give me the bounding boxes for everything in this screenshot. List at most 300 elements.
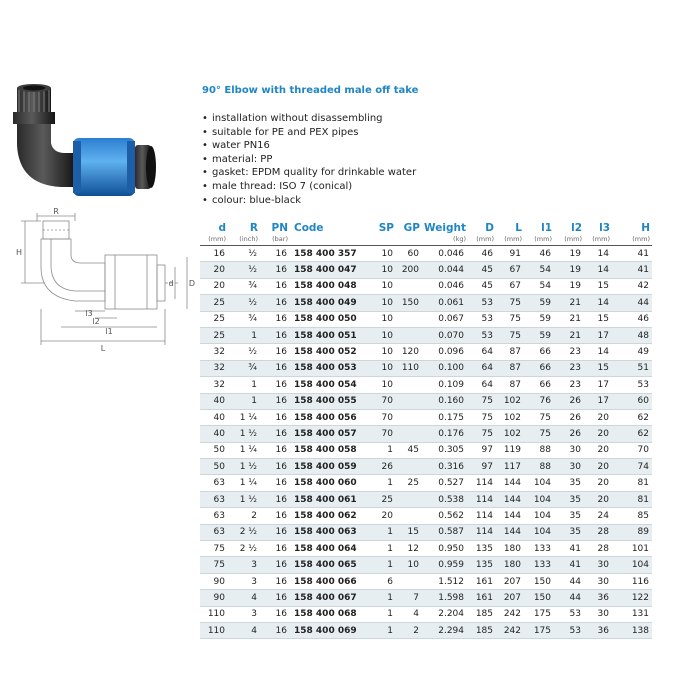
cell-sp: 1 [368,524,396,540]
cell-d: 25 [200,311,228,327]
column-header-l2: l2 [571,222,582,234]
dim-l2-label: l2 [92,317,100,326]
cell-L: 102 [496,409,524,425]
cell-pn: 16 [260,606,290,622]
cell-code: 158 400 063 [290,524,368,540]
column-unit-l2: (mm) [554,234,584,246]
cell-l1: 150 [524,573,554,589]
cell-sp: 1 [368,590,396,606]
cell-D: 114 [468,524,496,540]
cell-D: 185 [468,622,496,638]
cell-l3: 20 [584,426,612,442]
cell-pn: 16 [260,557,290,573]
cell-sp: 10 [368,327,396,343]
cell-l2: 23 [554,360,584,376]
cell-l1: 54 [524,262,554,278]
cell-r: 4 [228,622,260,638]
cell-l3: 14 [584,246,612,262]
cell-code: 158 400 047 [290,262,368,278]
cell-l1: 46 [524,246,554,262]
cell-code: 158 400 058 [290,442,368,458]
cell-weight: 0.100 [422,360,468,376]
table-row [200,377,652,393]
cell-L: 242 [496,622,524,638]
cell-L: 87 [496,360,524,376]
cell-gp [396,409,422,425]
cell-pn: 16 [260,393,290,409]
cell-gp: 2 [396,622,422,638]
cell-weight: 0.109 [422,377,468,393]
cell-l1: 88 [524,459,554,475]
cell-sp: 6 [368,573,396,589]
cell-gp: 25 [396,475,422,491]
table-row [200,622,652,638]
cell-l1: 104 [524,524,554,540]
cell-H: 101 [612,541,652,557]
cell-code: 158 400 052 [290,344,368,360]
cell-H: 42 [612,278,652,294]
cell-H: 49 [612,344,652,360]
cell-l2: 26 [554,426,584,442]
cell-H: 131 [612,606,652,622]
cell-code: 158 400 053 [290,360,368,376]
feature-item: • water PN16 [202,139,416,153]
cell-weight: 0.067 [422,311,468,327]
cell-l2: 26 [554,409,584,425]
cell-L: 144 [496,508,524,524]
cell-l1: 66 [524,360,554,376]
cell-code: 158 400 049 [290,295,368,311]
dim-D-label: D [188,279,196,288]
cell-pn: 16 [260,491,290,507]
cell-sp: 20 [368,508,396,524]
cell-l1: 150 [524,590,554,606]
feature-item: • gasket: EPDM quality for drinkable water [202,166,416,180]
cell-pn: 16 [260,524,290,540]
cell-D: 53 [468,327,496,343]
table-row [200,311,652,327]
feature-item: • male thread: ISO 7 (conical) [202,180,416,194]
cell-d: 25 [200,327,228,343]
cell-gp: 200 [396,262,422,278]
cell-l2: 41 [554,557,584,573]
cell-l1: 104 [524,491,554,507]
column-header-gp: GP [403,222,420,234]
cell-weight: 0.959 [422,557,468,573]
cell-D: 45 [468,262,496,278]
column-unit-H: (mm) [612,234,652,246]
cell-l3: 17 [584,393,612,409]
cell-l2: 19 [554,262,584,278]
table-row [200,409,652,425]
cell-L: 102 [496,426,524,442]
dim-l1-label: l1 [105,327,113,336]
cell-L: 91 [496,246,524,262]
cell-D: 53 [468,311,496,327]
cell-weight: 0.538 [422,491,468,507]
cell-sp: 10 [368,344,396,360]
cell-H: 81 [612,491,652,507]
cell-H: 41 [612,262,652,278]
cell-d: 25 [200,295,228,311]
cell-l1: 133 [524,541,554,557]
cell-d: 90 [200,573,228,589]
cell-sp: 70 [368,426,396,442]
cell-l3: 17 [584,377,612,393]
cell-l2: 41 [554,541,584,557]
cell-weight: 0.562 [422,508,468,524]
dim-d-label: d [168,279,174,288]
cell-code: 158 400 057 [290,426,368,442]
cell-weight: 0.305 [422,442,468,458]
cell-H: 116 [612,573,652,589]
feature-list [202,112,416,207]
cell-gp [396,459,422,475]
cell-d: 63 [200,524,228,540]
cell-d: 63 [200,491,228,507]
cell-sp: 26 [368,459,396,475]
cell-weight: 1.512 [422,573,468,589]
cell-pn: 16 [260,327,290,343]
cell-r: ¾ [228,311,260,327]
cell-l3: 15 [584,278,612,294]
cell-l3: 14 [584,262,612,278]
feature-item: • material: PP [202,153,416,167]
cell-r: 1 [228,393,260,409]
cell-d: 20 [200,278,228,294]
cell-d: 32 [200,344,228,360]
dim-h-label: H [15,248,23,257]
cell-gp [396,393,422,409]
cell-d: 75 [200,557,228,573]
cell-D: 64 [468,344,496,360]
cell-pn: 16 [260,622,290,638]
cell-sp: 10 [368,360,396,376]
technical-drawing [5,205,200,355]
table-row [200,393,652,409]
cell-l2: 35 [554,524,584,540]
table-row [200,262,652,278]
cell-L: 75 [496,311,524,327]
cell-l3: 14 [584,344,612,360]
cell-D: 135 [468,541,496,557]
cell-d: 90 [200,590,228,606]
cell-L: 87 [496,377,524,393]
cell-H: 89 [612,524,652,540]
table-row [200,278,652,294]
cell-pn: 16 [260,475,290,491]
cell-pn: 16 [260,311,290,327]
cell-H: 74 [612,459,652,475]
cell-r: ¾ [228,278,260,294]
cell-l3: 24 [584,508,612,524]
cell-gp: 110 [396,360,422,376]
cell-code: 158 400 048 [290,278,368,294]
cell-weight: 2.294 [422,622,468,638]
table-row [200,360,652,376]
table-row [200,475,652,491]
cell-l2: 19 [554,278,584,294]
cell-weight: 0.316 [422,459,468,475]
cell-L: 75 [496,327,524,343]
cell-gp [396,491,422,507]
cell-d: 32 [200,377,228,393]
cell-D: 114 [468,491,496,507]
cell-H: 81 [612,475,652,491]
cell-l2: 35 [554,475,584,491]
cell-l1: 59 [524,311,554,327]
cell-r: 1 ½ [228,459,260,475]
cell-l3: 15 [584,311,612,327]
dim-L-label: L [100,344,106,353]
table-row [200,491,652,507]
column-header-d: d [218,222,226,234]
cell-weight: 0.096 [422,344,468,360]
cell-r: 2 [228,508,260,524]
cell-l2: 53 [554,622,584,638]
cell-H: 138 [612,622,652,638]
cell-L: 180 [496,541,524,557]
cell-sp: 1 [368,606,396,622]
column-unit-weight: (kg) [422,234,468,246]
cell-code: 158 400 056 [290,409,368,425]
cell-l2: 30 [554,459,584,475]
cell-sp: 10 [368,377,396,393]
cell-l1: 66 [524,344,554,360]
cell-l3: 20 [584,475,612,491]
cell-pn: 16 [260,573,290,589]
cell-l3: 15 [584,360,612,376]
cell-H: 53 [612,377,652,393]
cell-r: ½ [228,344,260,360]
cell-r: 3 [228,557,260,573]
column-unit-sp [368,234,396,246]
cell-L: 67 [496,262,524,278]
cell-pn: 16 [260,409,290,425]
cell-D: 75 [468,409,496,425]
cell-H: 46 [612,311,652,327]
cell-gp: 7 [396,590,422,606]
cell-pn: 16 [260,278,290,294]
cell-l2: 44 [554,573,584,589]
cell-D: 45 [468,278,496,294]
column-unit-code [290,234,368,246]
cell-L: 144 [496,475,524,491]
cell-L: 75 [496,295,524,311]
cell-sp: 10 [368,295,396,311]
cell-weight: 2.204 [422,606,468,622]
cell-H: 62 [612,426,652,442]
cell-D: 114 [468,475,496,491]
cell-l3: 20 [584,409,612,425]
cell-D: 53 [468,295,496,311]
cell-code: 158 400 059 [290,459,368,475]
cell-gp [396,377,422,393]
cell-l1: 66 [524,377,554,393]
cell-D: 46 [468,246,496,262]
cell-sp: 10 [368,262,396,278]
cell-L: 144 [496,524,524,540]
cell-l1: 104 [524,475,554,491]
cell-code: 158 400 068 [290,606,368,622]
cell-gp: 15 [396,524,422,540]
column-header-L: L [515,222,522,234]
cell-pn: 16 [260,295,290,311]
cell-pn: 16 [260,246,290,262]
feature-item: • suitable for PE and PEX pipes [202,126,416,140]
cell-H: 104 [612,557,652,573]
cell-pn: 16 [260,508,290,524]
cell-H: 85 [612,508,652,524]
cell-d: 110 [200,606,228,622]
cell-r: 1 [228,377,260,393]
cell-code: 158 400 055 [290,393,368,409]
cell-d: 40 [200,426,228,442]
cell-pn: 16 [260,541,290,557]
cell-sp: 1 [368,442,396,458]
cell-l2: 23 [554,377,584,393]
cell-D: 97 [468,459,496,475]
cell-gp [396,327,422,343]
cell-weight: 0.176 [422,426,468,442]
cell-l2: 21 [554,311,584,327]
cell-l2: 19 [554,246,584,262]
cell-sp: 1 [368,622,396,638]
cell-r: 2 ½ [228,541,260,557]
table-row [200,606,652,622]
cell-l1: 175 [524,606,554,622]
cell-r: 3 [228,573,260,589]
table-row [200,442,652,458]
product-photo [5,75,195,205]
cell-pn: 16 [260,590,290,606]
table-row [200,508,652,524]
cell-code: 158 400 066 [290,573,368,589]
cell-D: 64 [468,360,496,376]
cell-l2: 23 [554,344,584,360]
cell-gp: 150 [396,295,422,311]
table-row [200,557,652,573]
column-unit-L: (mm) [496,234,524,246]
cell-r: 1 ¼ [228,409,260,425]
cell-r: 1 ½ [228,491,260,507]
cell-l1: 75 [524,426,554,442]
cell-weight: 0.587 [422,524,468,540]
cell-weight: 0.046 [422,246,468,262]
cell-H: 44 [612,295,652,311]
cell-weight: 0.044 [422,262,468,278]
cell-r: 4 [228,590,260,606]
table-row [200,459,652,475]
cell-H: 60 [612,393,652,409]
cell-gp: 12 [396,541,422,557]
cell-gp: 120 [396,344,422,360]
table-row [200,426,652,442]
cell-weight: 0.160 [422,393,468,409]
column-header-pn: PN [271,222,288,234]
cell-l2: 53 [554,606,584,622]
cell-l1: 104 [524,508,554,524]
cell-l1: 59 [524,295,554,311]
cell-r: 3 [228,606,260,622]
cell-H: 48 [612,327,652,343]
cell-H: 70 [612,442,652,458]
cell-l3: 20 [584,459,612,475]
cell-D: 161 [468,573,496,589]
cell-L: 180 [496,557,524,573]
cell-gp: 10 [396,557,422,573]
cell-d: 110 [200,622,228,638]
column-header-r: R [249,222,258,234]
column-unit-l3: (mm) [584,234,612,246]
cell-d: 50 [200,442,228,458]
cell-L: 207 [496,590,524,606]
cell-d: 75 [200,541,228,557]
cell-d: 63 [200,475,228,491]
table-row [200,524,652,540]
cell-gp [396,508,422,524]
table-row [200,295,652,311]
cell-l2: 26 [554,393,584,409]
cell-H: 41 [612,246,652,262]
column-unit-pn: (bar) [260,234,290,246]
cell-weight: 0.175 [422,409,468,425]
cell-r: 1 ½ [228,426,260,442]
cell-pn: 16 [260,426,290,442]
cell-H: 51 [612,360,652,376]
cell-H: 122 [612,590,652,606]
table-row [200,573,652,589]
cell-l3: 28 [584,541,612,557]
cell-r: 1 [228,327,260,343]
cell-sp: 1 [368,541,396,557]
cell-d: 50 [200,459,228,475]
cell-pn: 16 [260,262,290,278]
column-header-weight: Weight [424,222,466,234]
cell-weight: 1.598 [422,590,468,606]
cell-sp: 1 [368,475,396,491]
table-row [200,246,652,262]
cell-sp: 1 [368,557,396,573]
cell-d: 20 [200,262,228,278]
cell-d: 63 [200,508,228,524]
cell-pn: 16 [260,344,290,360]
cell-code: 158 400 060 [290,475,368,491]
column-header-l1: l1 [541,222,552,234]
cell-D: 114 [468,508,496,524]
cell-gp [396,311,422,327]
cell-pn: 16 [260,377,290,393]
cell-code: 158 400 051 [290,327,368,343]
cell-D: 161 [468,590,496,606]
column-header-sp: SP [378,222,394,234]
column-header-l3: l3 [599,222,610,234]
cell-weight: 0.046 [422,278,468,294]
cell-code: 158 400 054 [290,377,368,393]
spec-table-body [200,246,652,639]
column-header-D: D [485,222,494,234]
cell-code: 158 400 065 [290,557,368,573]
column-unit-d: (mm) [200,234,228,246]
cell-gp: 45 [396,442,422,458]
cell-sp: 70 [368,409,396,425]
cell-D: 64 [468,377,496,393]
cell-l3: 30 [584,573,612,589]
table-row [200,344,652,360]
cell-code: 158 400 067 [290,590,368,606]
cell-l3: 20 [584,491,612,507]
table-row [200,327,652,343]
